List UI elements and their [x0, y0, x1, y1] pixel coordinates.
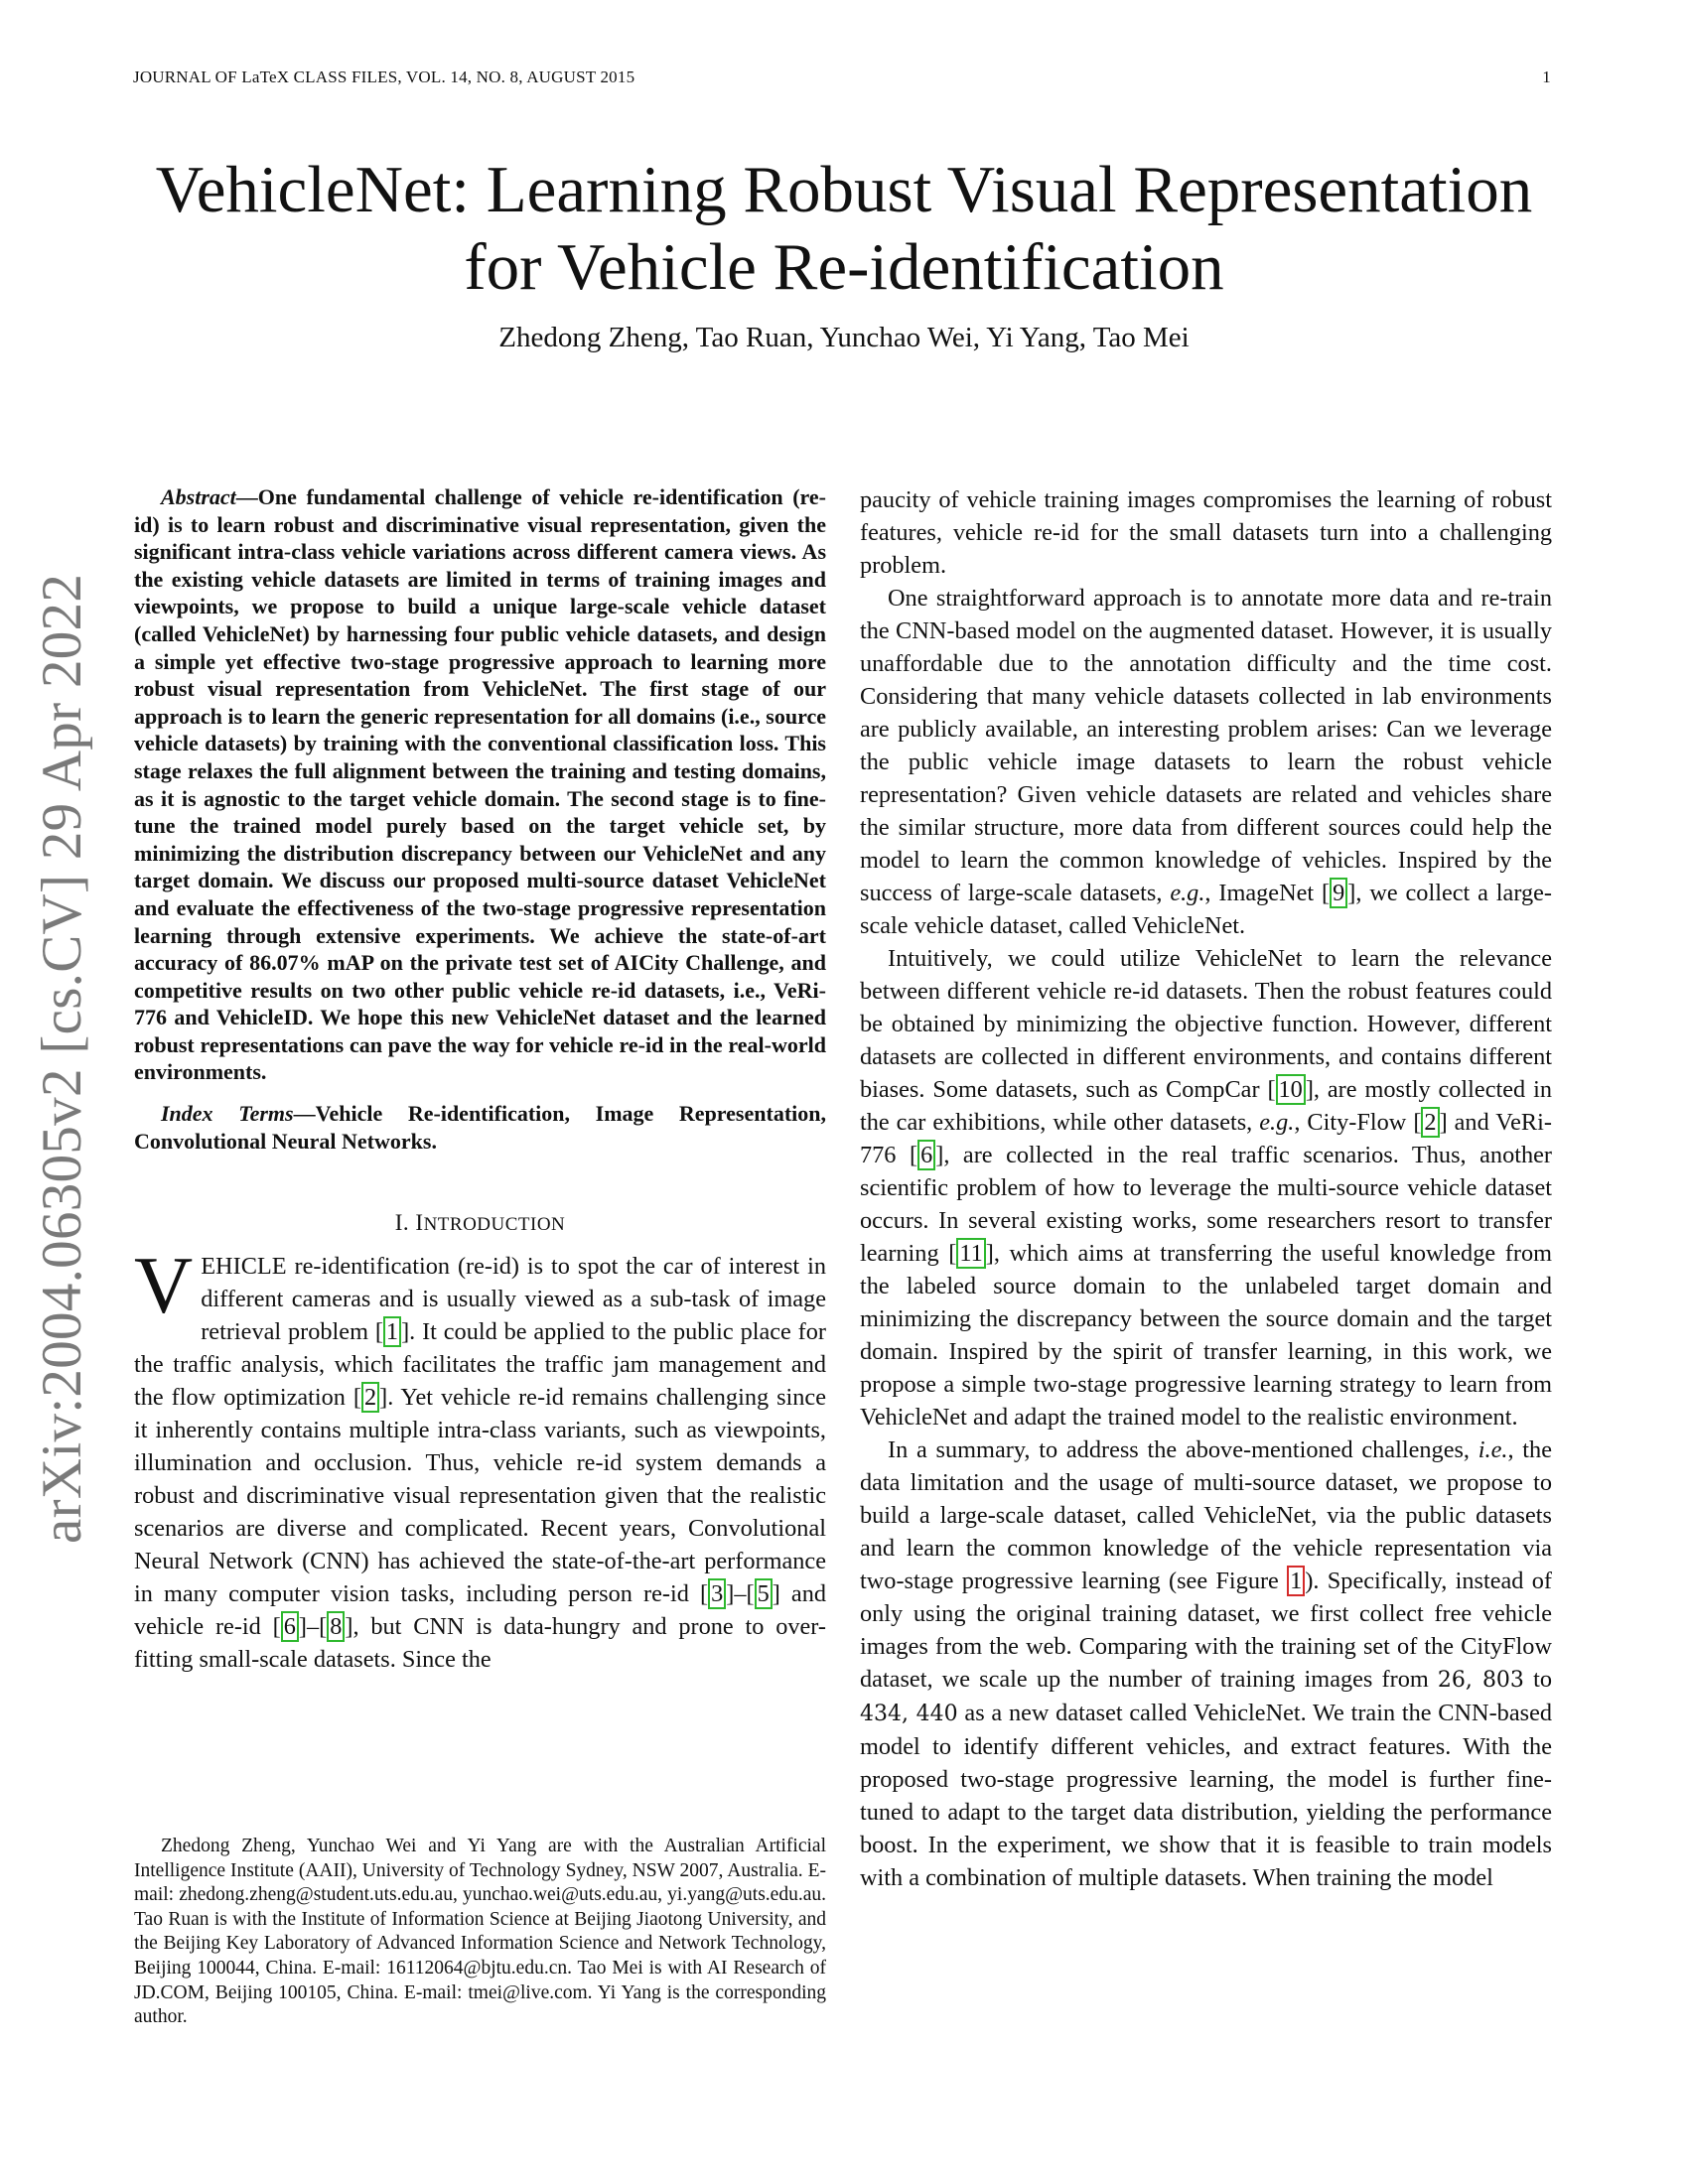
citation-link[interactable]: 6 — [281, 1611, 299, 1642]
intro-paragraph-continued: paucity of vehicle training images compromises the learning of robust features, vehicle re-id for the small datasets turn into a challenging problem. — [860, 486, 1552, 579]
citation-link[interactable]: 8 — [327, 1611, 345, 1642]
index-terms-label: Index Terms — [161, 1101, 294, 1127]
text-run: 434, 440 — [860, 1702, 958, 1726]
text-run: In a summary, to address the above-mentioned challenges, — [888, 1436, 1478, 1463]
arxiv-stamp: arXiv:2004.06305v2 [cs.CV] 29 Apr 2022 — [31, 573, 93, 1544]
abstract-label: Abstract — [161, 484, 236, 509]
citation-link[interactable]: 5 — [755, 1578, 773, 1609]
text-run: to — [1523, 1666, 1552, 1693]
text-run: – — [306, 1613, 320, 1641]
text-run: One straightforward approach is to annotate more data and re-train the CNN-based model on the augmented dataset. However, it is usually unaffordable due to the annotation difficulty and the time cost. Considering that many vehicle datasets collected in lab environments are publicly available, an interesting problem arises: Can we leverage the public vehicle image datasets to learn the robust vehicle representation? Given vehicle datasets are related and vehicles share the similar structure, more data from different sources could help the model to learn the common knowledge of vehicles. Inspired by the success of large-scale datasets, — [860, 585, 1552, 906]
running-header — [133, 68, 1551, 91]
text-run: , City-Flow — [1294, 1109, 1414, 1136]
citation-link[interactable]: 9 — [1330, 878, 1347, 908]
text-run: and vehicle re-id — [134, 1580, 826, 1641]
text-run: as a new dataset called VehicleNet. We train the CNN-based model to identify different vehicles, and extract features. With the proposed two-stage progressive learning, the model is further fine-tuned to adapt to the target data distribution, yielding the performance boost. In the experiment, we show that it is feasible to train models with a combination of multiple datasets. When training the model — [860, 1700, 1552, 1891]
intro-paragraph-1: VEHICLE re-identification (re-id) is to spot the car of interest in different cameras and is usually viewed as a sub-task of image retrieval problem [ 1 ]. It could be applied to the public place for the traffic analysis, which facilitates the traffic jam management and the flow optimization [ 2 ]. Yet vehicle re-id remains challenging since it inherently contains multiple intra-class variants, such as viewpoints, illumination and occlusion. Thus, vehicle re-id system demands a robust and discriminative visual representation given that the realistic scenarios are diverse and complicated. Recent years, Convolutional Neural Network (CNN) has achieved the state-of-the-art performance in many computer vision tasks, including person re-id [ 3 ]–[ 5 ] and vehicle re-id [ 6 ]–[ 8 ], but CNN is data-hungry and prone to over-fitting small-scale datasets. Since the — [134, 1240, 826, 1674]
text-run: , but CNN is data-hungry and prone to over-fitting small-scale datasets. Since the — [134, 1613, 826, 1674]
right-column — [860, 483, 1552, 1894]
text-run: and VeRi-776 — [860, 1109, 1552, 1168]
section-title-first: I — [415, 1210, 424, 1236]
text-run: e.g. — [1259, 1109, 1295, 1136]
section-title-rest: NTRODUCTION — [423, 1214, 566, 1236]
text-run: – — [734, 1580, 747, 1608]
text-run: ). Specifically, instead of only using the original training dataset, we first collect free vehicle images from the web. Comparing with the training set of the CityFlow dataset, we scale up the number of training images from — [860, 1568, 1552, 1693]
text-run: 26, 803 — [1437, 1668, 1524, 1693]
text-run: , are mostly collected in the car exhibitions, while other datasets, — [860, 1076, 1552, 1136]
text-run: i.e. — [1477, 1436, 1508, 1463]
abstract — [134, 483, 826, 1086]
section-number: I. — [394, 1210, 410, 1236]
text-run: Intuitively, we could utilize VehicleNet to learn the relevance between different vehicle re-id datasets. Then the robust features could be obtained by minimizing the objective function. However, different datasets are collected in different environments, and contains different biases. Some datasets, such as CompCar — [860, 945, 1552, 1103]
author-list: Zhedong Zheng, Tao Ruan, Yunchao Wei, Yi Yang, Tao Mei — [498, 322, 1190, 353]
intro-paragraph-3: Intuitively, we could utilize VehicleNet to learn the relevance between different vehicle re-id datasets. Then the robust features could be obtained by minimizing the objective function. However, different datasets are collected in different environments, and contains different biases. Some datasets, such as CompCar [ 10 ], are mostly collected in the car exhibitions, while other datasets, e.g., City-Flow [ 2 ] and VeRi-776 [ 6 ], are collected in the real traffic scenarios. Thus, another scientific problem of how to leverage the multi-source vehicle dataset occurs. In several existing works, some researchers resort to transfer learning [ 11 ], which aims at transferring the useful knowledge from the labeled source domain to the unlabeled target domain and minimizing the discrepancy between the source domain and the target domain. Inspired by the spirit of transfer learning, in this work, we propose a simple two-stage progressive learning strategy to learn from VehicleNet and adapt the trained model to the realistic environment. — [860, 945, 1553, 1431]
text-run: EHICLE re-identification (re-id) is to spot the car of interest in different cameras and is usually viewed as a sub-task of image retrieval problem — [201, 1253, 826, 1346]
text-run: , we collect a large-scale vehicle dataset, called VehicleNet. — [860, 880, 1552, 939]
text-run: . It could be applied to the public place for the traffic analysis, which facilitates the traffic jam management and the flow optimization — [134, 1318, 826, 1412]
intro-paragraph-4 — [860, 1433, 1552, 1894]
citation-link[interactable]: 10 — [1276, 1074, 1306, 1105]
citation-link[interactable]: 1 — [383, 1316, 401, 1347]
text-run: . Yet vehicle re-id remains challenging since it inherently contains multiple intra-class variants, such as viewpoints, illumination and occlusion. Thus, vehicle re-id system demands a robust and discriminative visual representation given that the realistic scenarios are diverse and complicated. Recent years, Convolutional Neural Network (CNN) has achieved the state-of-the-art performance in many computer vision tasks, including person re-id — [134, 1384, 826, 1608]
title-line-2: for Vehicle Re-identification — [464, 230, 1224, 304]
text-run: , which aims at transferring the useful knowledge from the labeled source domain to the unlabeled target domain and minimizing the discrepancy between the source domain and the target domain. Inspired by the spirit of transfer learning, in this work, we propose a simple two-stage progressive learning strategy to learn from VehicleNet and adapt the trained model to the realistic environment. — [860, 1240, 1553, 1431]
left-column — [134, 483, 826, 1676]
text-run: , are collected in the real traffic scenarios. Thus, another scientific problem of how to leverage the multi-source vehicle dataset occurs. In several existing works, some researchers resort to transfer learning — [860, 1142, 1552, 1267]
citation-link[interactable]: 6 — [917, 1140, 935, 1170]
citation-link[interactable]: 3 — [708, 1578, 726, 1609]
paper-title — [99, 151, 1589, 306]
section-heading — [134, 1210, 826, 1236]
affiliation-footnote: Zhedong Zheng, Yunchao Wei and Yi Yang are with the Australian Artificial Intelligence Institute (AAII), University of Technology Sydney, NSW 2007, Australia. E-mail: zhedong.zheng@student.uts.edu.au, yunchao.wei@uts.edu.au, yi.yang@uts.edu.au. Tao Ruan is with the Institute of Information Science at Beijing Jiaotong University, and the Beijing Key Laboratory of Advanced Information Science and Network Technology, Beijing 100044, China. E-mail: 16112064@bjtu.edu.cn. Tao Mei is with AI Research of JD.COM, Beijing 100105, China. E-mail: tmei@live.com. Yi Yang is the corresponding author. — [134, 1836, 826, 2028]
dropcap: V — [134, 1240, 194, 1331]
index-terms-text: —Vehicle Re-identification, Image Representation, Convolutional Neural Networks. — [134, 1101, 826, 1154]
abstract-text: —One fundamental challenge of vehicle re-identification (re-id) is to learn robust and discriminative visual representation, given the significant intra-class vehicle variations across different camera views. As the existing vehicle datasets are limited in terms of training images and viewpoints, we propose to build a unique large-scale vehicle dataset (called VehicleNet) by harnessing four public vehicle datasets, and design a simple yet effective two-stage progressive approach to learning more robust visual representation from VehicleNet. The first stage of our approach is to learn the generic representation for all domains (i.e., source vehicle datasets) by training with the conventional classification loss. This stage relaxes the full alignment between the training and testing domains, as it is agnostic to the target vehicle domain. The second stage is to fine-tune the trained model purely based on the target vehicle set, by minimizing the distribution discrepancy between our VehicleNet and any target domain. We discuss our proposed multi-source dataset VehicleNet and evaluate the effectiveness of the two-stage progressive representation learning through extensive experiments. We achieve the state-of-art accuracy of 86.07% mAP on the private test set of AICity Challenge, and competitive results on two other public vehicle re-id datasets, i.e., VeRi-776 and VehicleID. We hope this new VehicleNet dataset and the learned robust representations can pave the way for vehicle re-id in the real-world environments. — [134, 484, 826, 1085]
citation-link[interactable]: 2 — [361, 1382, 379, 1413]
title-line-1: VehicleNet: Learning Robust Visual Representation — [155, 153, 1533, 226]
journal-title: JOURNAL OF LaTeX CLASS FILES, VOL. 14, NO. 8, AUGUST 2015 — [133, 68, 635, 86]
citation-link[interactable]: 2 — [1421, 1107, 1439, 1138]
index-terms — [134, 1100, 826, 1155]
text-run: , the data limitation and the usage of multi-source dataset, we propose to build a large-scale dataset, called VehicleNet, via the public datasets and learn the common knowledge of the vehicle representation via two-stage progressive learning (see Figure — [860, 1436, 1552, 1594]
figure-link[interactable]: 1 — [1287, 1566, 1305, 1596]
citation-link[interactable]: 11 — [956, 1238, 985, 1269]
text-run: , ImageNet — [1204, 880, 1323, 906]
text-run: e.g. — [1170, 880, 1205, 906]
intro-paragraph-2: One straightforward approach is to annotate more data and re-train the CNN-based model on the augmented dataset. However, it is usually unaffordable due to the annotation difficulty and the time cost. Considering that many vehicle datasets collected in lab environments are publicly available, an interesting problem arises: Can we leverage the public vehicle image datasets to learn the robust vehicle representation? Given vehicle datasets are related and vehicles share the similar structure, more data from different sources could help the model to learn the common knowledge of vehicles. Inspired by the success of large-scale datasets, e.g., ImageNet [ 9 ], we collect a large-scale vehicle dataset, called VehicleNet. — [860, 585, 1552, 939]
page-number: 1 — [1542, 68, 1551, 86]
